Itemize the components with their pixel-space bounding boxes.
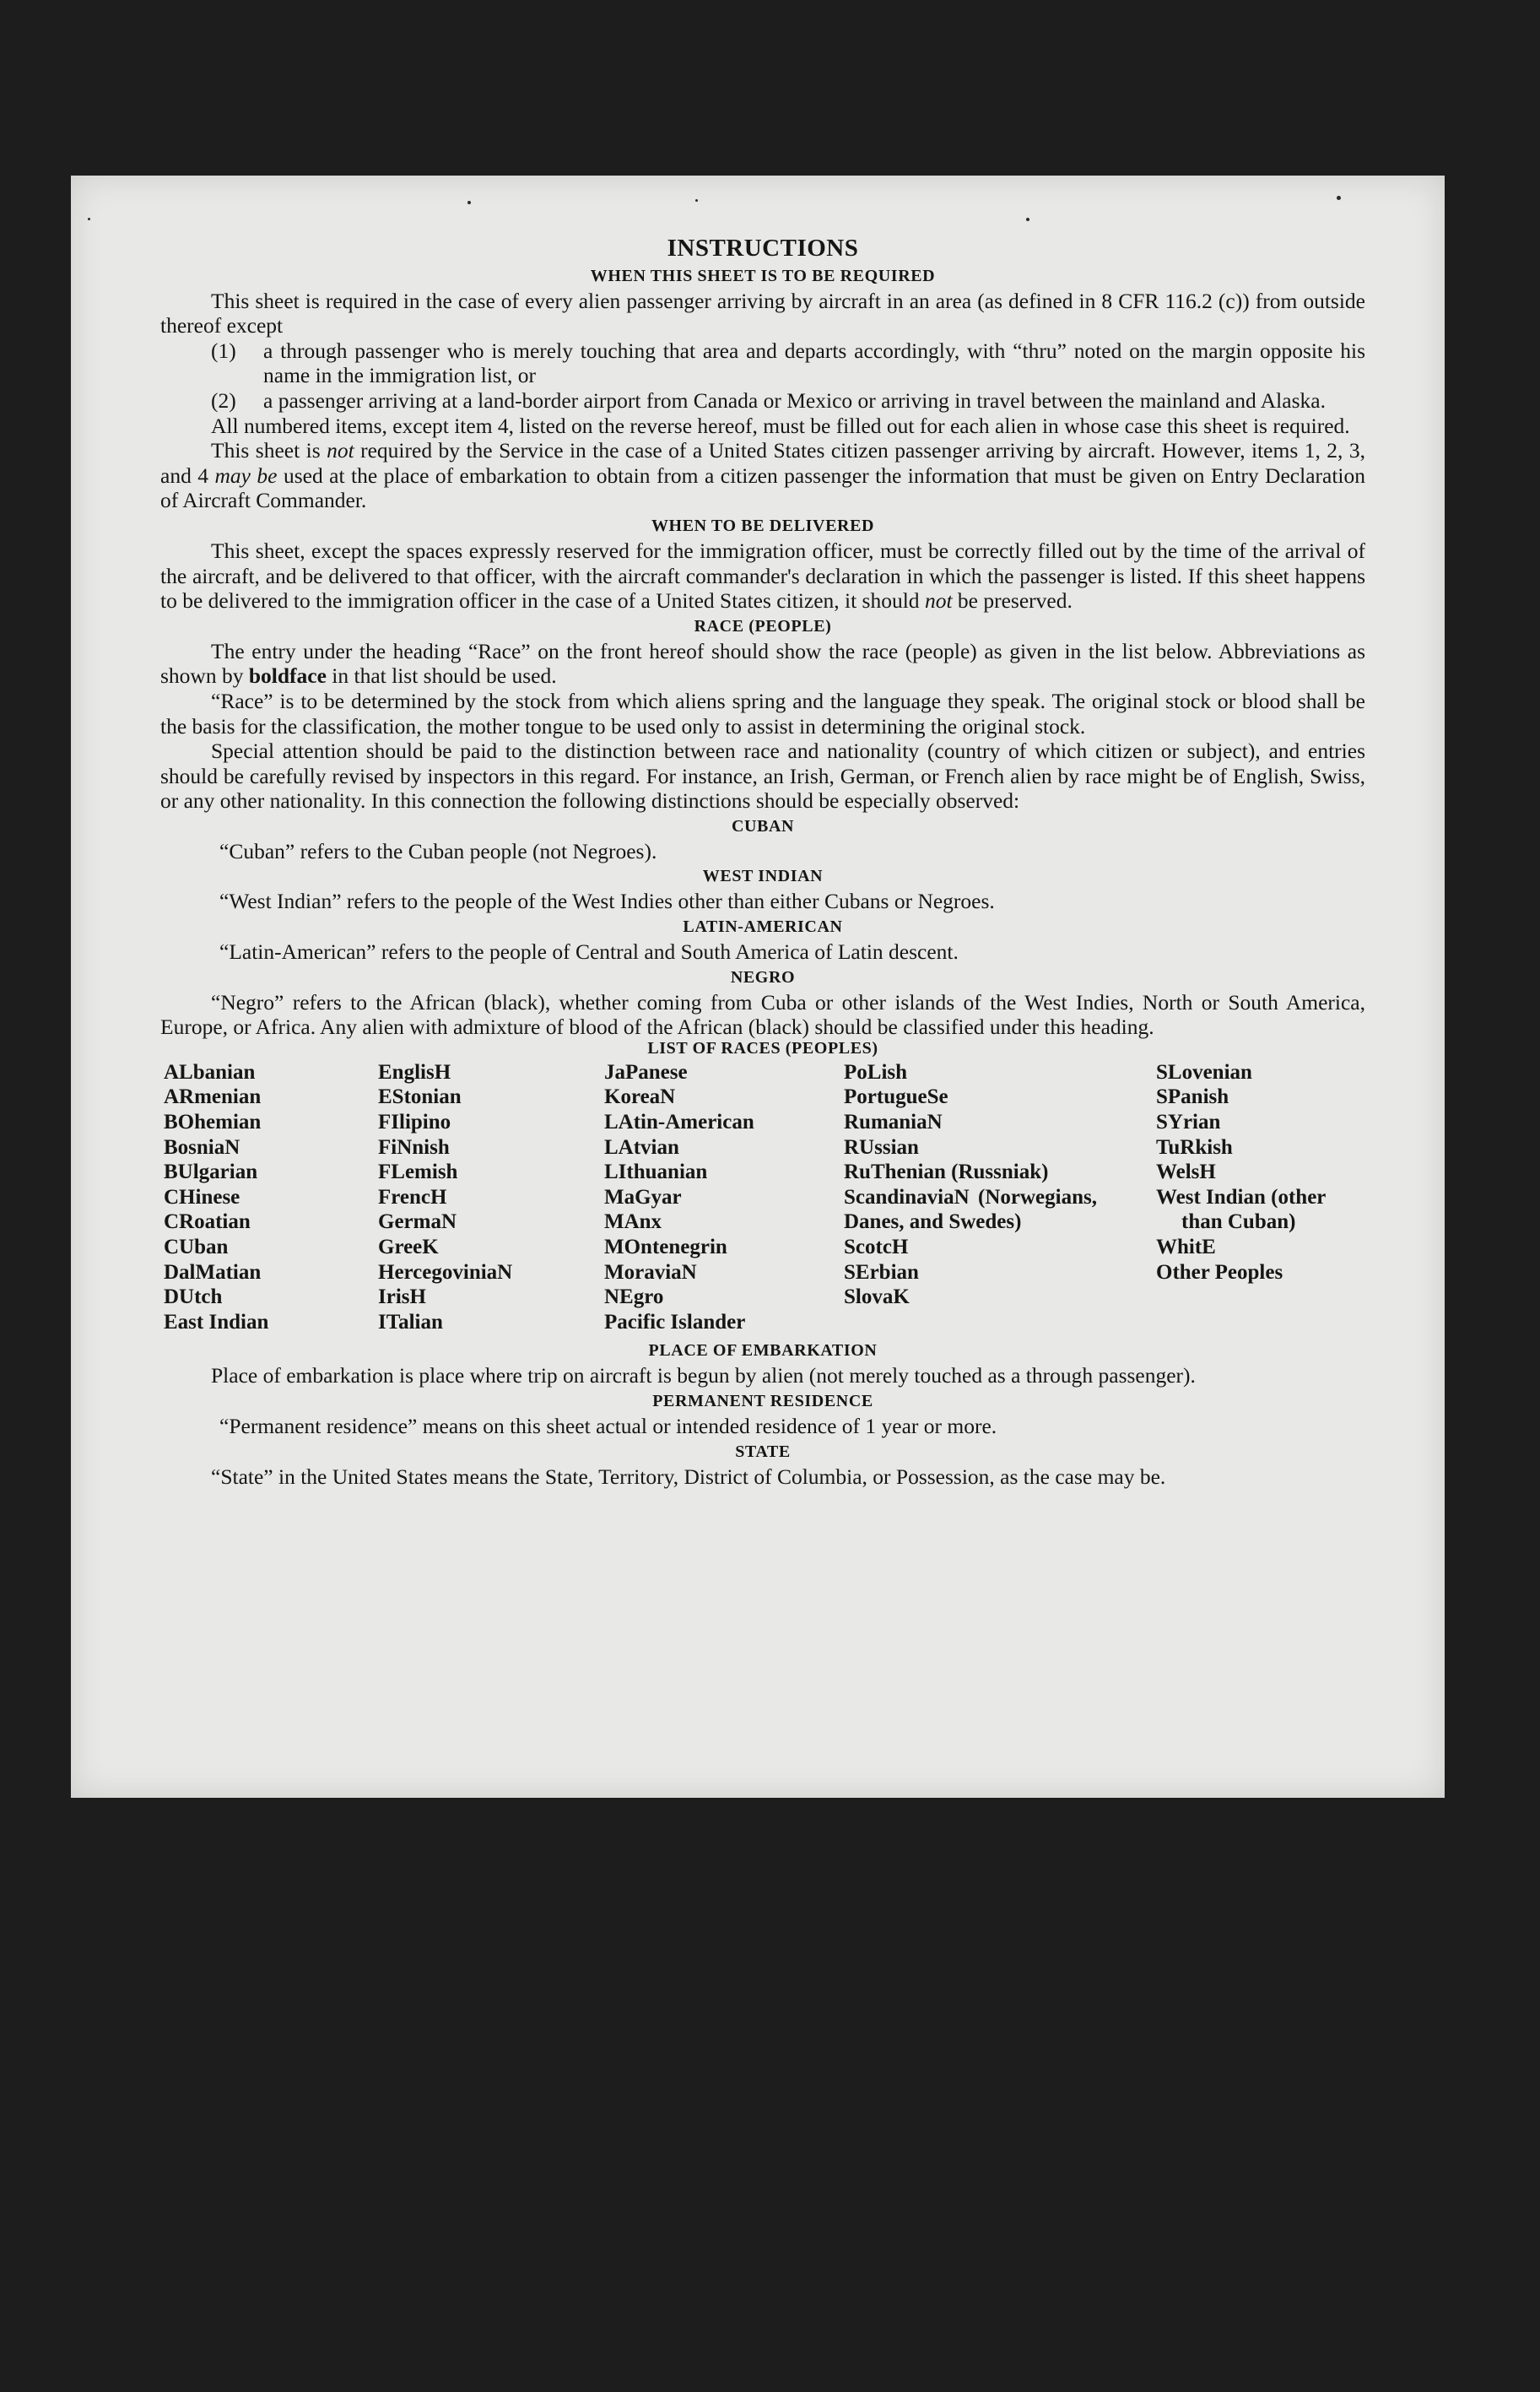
race-entry: LAtin-American [604, 1111, 754, 1134]
heading-west-indian: WEST INDIAN [702, 867, 824, 886]
race-entry: SlovaK [844, 1285, 910, 1309]
list-item [160, 338, 1365, 388]
race-entry: WelsH [1156, 1161, 1216, 1184]
heading-when-delivered: WHEN TO BE DELIVERED [651, 516, 875, 535]
races-column-1 [164, 1060, 378, 1335]
heading-race: RACE (PEOPLE) [694, 616, 832, 636]
race-entry: FLemish [378, 1161, 458, 1184]
race-entry: PoLish [844, 1060, 908, 1084]
race-entry: SPanish [1156, 1085, 1229, 1109]
text-run: used at the place of embarkation to obtain from a citizen passenger the information that must be given on Entry Declaration of Aircraft Commander. [160, 463, 1365, 513]
heading-state: STATE [735, 1442, 791, 1461]
paragraph: Special attention should be paid to the distinction between race and nationality (country of which citizen or subject), and entries should be carefully revised by inspectors in this regard. For instance, an Irish, German, or French alien by race might be of English, Swiss, or any other nationality. In this connection the following distinctions should be especially observed: [160, 739, 1365, 814]
text-run: in that list should be used. [326, 663, 557, 689]
race-entry: CHinese [164, 1185, 240, 1209]
race-entry: CUban [164, 1236, 229, 1258]
paragraph [160, 438, 1365, 513]
text-run: be preserved. [952, 588, 1073, 614]
race-entry: West Indian (other [1156, 1185, 1327, 1209]
text-run: This sheet, except the spaces expressly reserved for the immigration officer, must be correctly filled out by the time of the arrival of the aircraft, and be delivered to that officer, with the aircraft commander's declaration in which the passenger is listed. If this sheet happens to be delivered to the immigration officer in the case of a United States citizen, it should [160, 538, 1365, 614]
race-entry: FrencH [378, 1185, 447, 1209]
paragraph: “State” in the United States means the State, Territory, District of Columbia, or Possession, as the case may be. [211, 1464, 1166, 1489]
race-entry: EnglisH [378, 1060, 451, 1084]
list-item [160, 388, 1365, 414]
race-entry: GermaN [378, 1210, 457, 1234]
heading-negro: NEGRO [730, 967, 796, 987]
race-entry: MOntenegrin [604, 1236, 727, 1258]
heading-embarkation: PLACE OF EMBARKATION [648, 1341, 878, 1361]
item-text: a passenger arriving at a land-border airport from Canada or Mexico or arriving in travel between the mainland and Alaska. [263, 387, 1326, 413]
race-entry: DUtch [164, 1285, 223, 1309]
race-entry: SLovenian [1156, 1060, 1252, 1084]
paragraph [160, 639, 1365, 689]
race-entry: BOhemian [164, 1111, 262, 1134]
item-text: a through passenger who is merely touching that area and departs accordingly, with “thru” noted on the margin opposite his name in the immigration list, or [263, 338, 1365, 388]
race-entry: MoraviaN [604, 1260, 697, 1284]
race-entry: ScandinaviaN (Norwegians, Danes, and Swedes) [844, 1185, 1097, 1234]
races-table [164, 1060, 1365, 1335]
race-entry: CRoatian [164, 1210, 251, 1234]
race-entry: FIlipino [378, 1111, 451, 1134]
scan-speck [88, 218, 90, 220]
race-entry: TuRkish [1156, 1135, 1233, 1159]
text-run: This sheet is [211, 438, 327, 463]
scan-speck [467, 201, 471, 204]
races-column-3 [604, 1060, 844, 1335]
definition: “West Indian” refers to the people of the West Indies other than either Cubans or Negroes. [219, 889, 995, 914]
paragraph [160, 538, 1365, 614]
races-column-4 [844, 1060, 1156, 1335]
race-entry: DalMatian [164, 1260, 262, 1284]
race-entry: ITalian [378, 1310, 443, 1334]
paragraph: “Permanent residence” means on this sheet actual or intended residence of 1 year or more. [219, 1413, 997, 1438]
emphasis: may be [214, 463, 278, 488]
emphasis: not [327, 438, 354, 463]
race-entry: ARmenian [164, 1085, 262, 1109]
heading-latin-american: LATIN-AMERICAN [683, 917, 843, 937]
heading-when-required: WHEN THIS SHEET IS TO BE REQUIRED [590, 266, 936, 285]
race-entry: WhitE [1156, 1236, 1216, 1258]
paragraph: All numbered items, except item 4, listed on the reverse hereof, must be filled out for each alien in whose case this sheet is required. [211, 413, 1350, 438]
race-entry: Pacific Islander [604, 1310, 746, 1334]
race-entry: SErbian [844, 1260, 919, 1284]
races-column-5 [1156, 1060, 1369, 1335]
race-entry: ALbanian [164, 1060, 256, 1084]
races-column-2 [378, 1060, 604, 1335]
race-entry: BUlgarian [164, 1161, 258, 1184]
race-entry: IrisH [378, 1285, 426, 1309]
race-entry: MaGyar [604, 1185, 682, 1209]
definition: “Cuban” refers to the Cuban people (not Negroes). [219, 838, 657, 863]
race-entry: RuThenian (Russniak) [844, 1161, 1049, 1184]
race-entry: HercegoviniaN [378, 1260, 513, 1284]
emphasis: not [924, 588, 953, 614]
bold-text: boldface [248, 663, 327, 689]
race-entry: RumaniaN [844, 1111, 943, 1134]
text-run: required by the Service in the case of a United States citizen passenger arriving by aircraft. However, items 1, 2, 3, and 4 [160, 438, 1365, 488]
heading-list-of-races: LIST OF RACES (PEOPLES) [647, 1038, 878, 1058]
page-title: INSTRUCTIONS [667, 235, 859, 262]
scan-speck [1026, 218, 1029, 221]
race-entry: BosniaN [164, 1135, 240, 1159]
scan-speck [695, 199, 698, 202]
race-entry: RUssian [844, 1135, 919, 1159]
race-entry: Other Peoples [1156, 1260, 1283, 1284]
race-entry: LAtvian [604, 1135, 679, 1159]
race-entry: EStonian [378, 1085, 462, 1109]
race-entry-continued: than Cuban) [1181, 1210, 1296, 1234]
item-number: (2) [211, 387, 236, 413]
race-entry: East Indian [164, 1310, 269, 1334]
text-run: The entry under the heading “Race” on the front hereof should show the race (people) as given in the list below. Abbreviations as shown by [160, 638, 1365, 689]
heading-cuban: CUBAN [731, 816, 795, 836]
race-entry: ScotcH [844, 1236, 909, 1258]
race-entry: MAnx [604, 1210, 662, 1234]
definition: “Negro” refers to the African (black), whether coming from Cuba or other islands of the West Indies, North or South America, Europe, or Africa. Any alien with admixture of blood of the African (black) should be classified under this heading. [160, 989, 1365, 1040]
race-entry: JaPanese [604, 1060, 688, 1084]
race-entry: FiNnish [378, 1135, 450, 1159]
race-entry: KoreaN [604, 1085, 676, 1109]
heading-permanent-residence: PERMANENT RESIDENCE [652, 1391, 873, 1410]
race-entry: GreeK [378, 1236, 439, 1258]
instruction-sheet [71, 176, 1445, 1798]
paragraph: This sheet is required in the case of every alien passenger arriving by aircraft in an area (as defined in 8 CFR 116.2 (c)) from outside thereof except [160, 288, 1365, 338]
paragraph: “Race” is to be determined by the stock from which aliens spring and the language they speak. The original stock or blood shall be the basis for the classification, the mother tongue to be used only to assist in determining the original stock. [160, 688, 1365, 739]
item-number: (1) [211, 338, 236, 363]
race-entry: NEgro [604, 1285, 664, 1309]
race-entry: PortugueSe [844, 1085, 948, 1109]
document-body [160, 236, 1365, 1489]
race-entry: LIthuanian [604, 1161, 708, 1184]
scan-speck [1337, 196, 1341, 200]
race-entry: SYrian [1156, 1111, 1221, 1134]
definition: “Latin-American” refers to the people of Central and South America of Latin descent. [219, 939, 959, 965]
paragraph: Place of embarkation is place where trip on aircraft is begun by alien (not merely touched as a through passenger). [211, 1363, 1196, 1388]
